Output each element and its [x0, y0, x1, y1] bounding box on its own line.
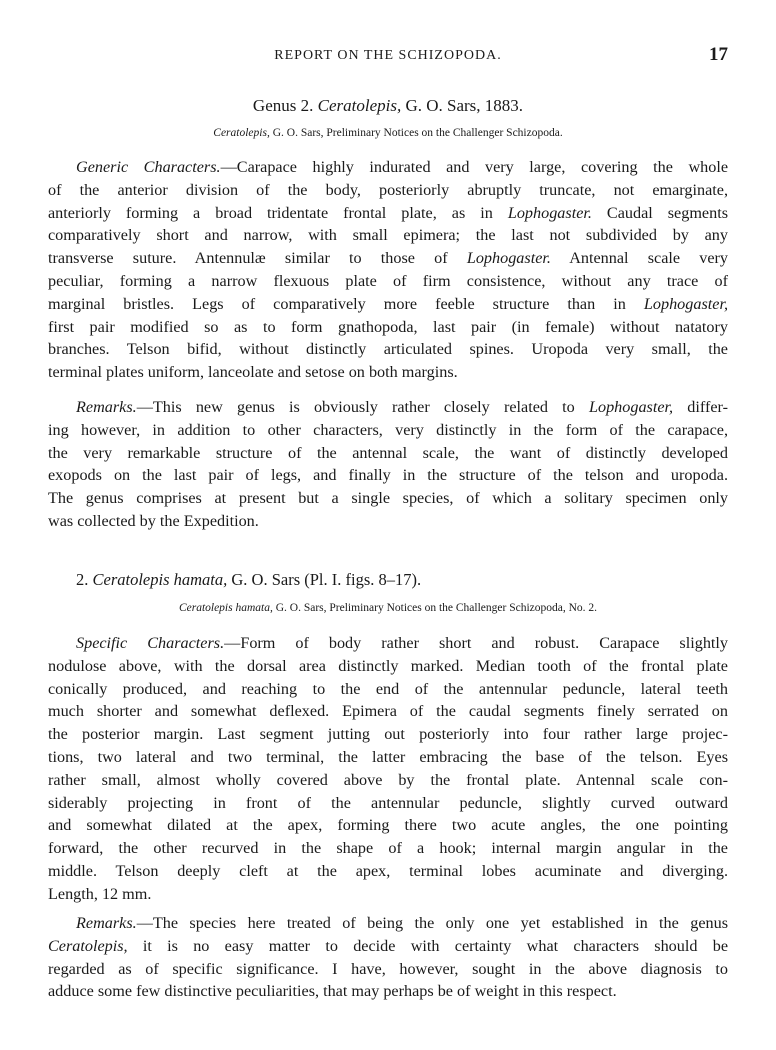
- genus-reference: [48, 127, 728, 139]
- text-line: and somewhat dilated at the apex, forming there two acute angles, the one pointing: [48, 816, 728, 835]
- text-line: branches. Telson bifid, without distinctly articulated spines. Uropoda very small, the: [48, 340, 728, 359]
- species-heading: [76, 570, 421, 590]
- text-line: Ceratolepis, it is no easy matter to decide with certainty what characters should be: [48, 936, 728, 955]
- text-line: regarded as of specific significance. I have, however, sought in the above diagnosis to: [48, 959, 728, 978]
- text-line: rather small, almost wholly covered above by the frontal plate. Antennal scale con-: [48, 770, 728, 789]
- page-number: 17: [709, 44, 728, 65]
- genus-name: Ceratolepis,: [317, 96, 402, 115]
- genus-ref-text: G. O. Sars, Preliminary Notices on the Challenger Schizopoda.: [272, 127, 563, 139]
- text-line: Specific Characters.—Form of body rather short and robust. Carapace slightly: [76, 634, 729, 652]
- text-line: siderably projecting in front of the antennular peduncle, slightly curved outward: [48, 793, 728, 812]
- text-line: anteriorly forming a broad tridentate frontal plate, as in Lophogaster. Caudal segments: [48, 203, 729, 222]
- species-name: Ceratolepis hamata,: [92, 570, 228, 589]
- text-line: was collected by the Expedition.: [48, 511, 259, 530]
- text-line: tions, two lateral and two terminal, the latter embracing the base of the telson. Eyes: [48, 747, 728, 766]
- page-header: [48, 44, 728, 68]
- generic-characters-paragraph: [48, 156, 728, 384]
- text-line: much shorter and somewhat deflexed. Epimera of the caudal segments finely serrated on: [48, 702, 728, 721]
- text-line: exopods on the last pair of legs, and finally in the structure of the telson and uropoda.: [48, 466, 728, 485]
- running-title: REPORT ON THE SCHIZOPODA.: [274, 48, 502, 63]
- text-line: ing however, in addition to other characters, very distinctly in the form of the carapace,: [48, 420, 728, 439]
- text-line: Remarks.—This new genus is obviously rather closely related to Lophogaster, differ-: [76, 398, 729, 416]
- generic-remarks-paragraph: [48, 396, 728, 533]
- text-line: Length, 12 mm.: [48, 884, 152, 903]
- text-line: first pair modified so as to form gnathopoda, last pair (in female) without natatory: [48, 317, 728, 336]
- species-ref-name: Ceratolepis hamata,: [178, 602, 273, 614]
- species-author: G. O. Sars (Pl. I. figs. 8–17).: [231, 570, 422, 589]
- text-line: of the anterior division of the body, posteriorly abruptly truncate, not emarginate,: [48, 180, 728, 199]
- text-line: conically produced, and reaching to the end of the antennular peduncle, lateral teeth: [48, 679, 728, 698]
- text-line: peculiar, forming a narrow flexuous plate of firm consistence, without any trace of: [48, 271, 728, 290]
- genus-ref-name: Ceratolepis,: [213, 127, 270, 139]
- species-ref-text: G. O. Sars, Preliminary Notices on the Challenger Schizopoda, No. 2.: [275, 602, 598, 614]
- genus-prefix: Genus 2.: [252, 96, 314, 115]
- text-line: terminal plates uniform, lanceolate and setose on both margins.: [48, 363, 458, 382]
- genus-heading: [48, 96, 728, 116]
- section-heading: Remarks.: [76, 914, 137, 932]
- genus-author: G. O. Sars, 1883.: [405, 96, 524, 115]
- text-line: Generic Characters.—Carapace highly indurated and very large, covering the whole: [76, 158, 728, 176]
- text-line: transverse suture. Antennulæ similar to those of Lophogaster. Antennal scale very: [48, 249, 729, 268]
- section-heading: Remarks.: [76, 398, 137, 416]
- text-line: the posterior margin. Last segment jutting out posteriorly into four rather large projec-: [48, 725, 728, 744]
- species-reference: [48, 602, 728, 614]
- specific-remarks-paragraph: [48, 912, 728, 1003]
- text-line: comparatively short and narrow, with small epimera; the last not subdivided by any: [48, 226, 728, 245]
- species-number: 2.: [76, 570, 89, 589]
- section-heading: Specific Characters.: [76, 634, 225, 652]
- text-line: marginal bristles. Legs of comparatively more feeble structure than in Lophogaster,: [48, 294, 728, 313]
- text-line: Remarks.—The species here treated of being the only one yet established in the genus: [76, 914, 728, 932]
- text-line: middle. Telson deeply cleft at the apex, terminal lobes acuminate and diverging.: [48, 861, 728, 880]
- specific-characters-paragraph: [48, 632, 728, 906]
- text-line: the very remarkable structure of the antennal scale, the want of distinctly developed: [48, 443, 728, 462]
- section-heading: Generic Characters.: [76, 158, 221, 176]
- text-line: adduce some few distinctive peculiarities, that may perhaps be of weight in this respect.: [48, 982, 617, 1001]
- text-line: The genus comprises at present but a single species, of which a solitary specimen only: [48, 489, 728, 508]
- text-line: nodulose above, with the dorsal area distinctly marked. Median tooth of the frontal plate: [48, 656, 728, 675]
- text-line: forward, the other recurved in the shape of a hook; internal margin angular in the: [48, 839, 728, 858]
